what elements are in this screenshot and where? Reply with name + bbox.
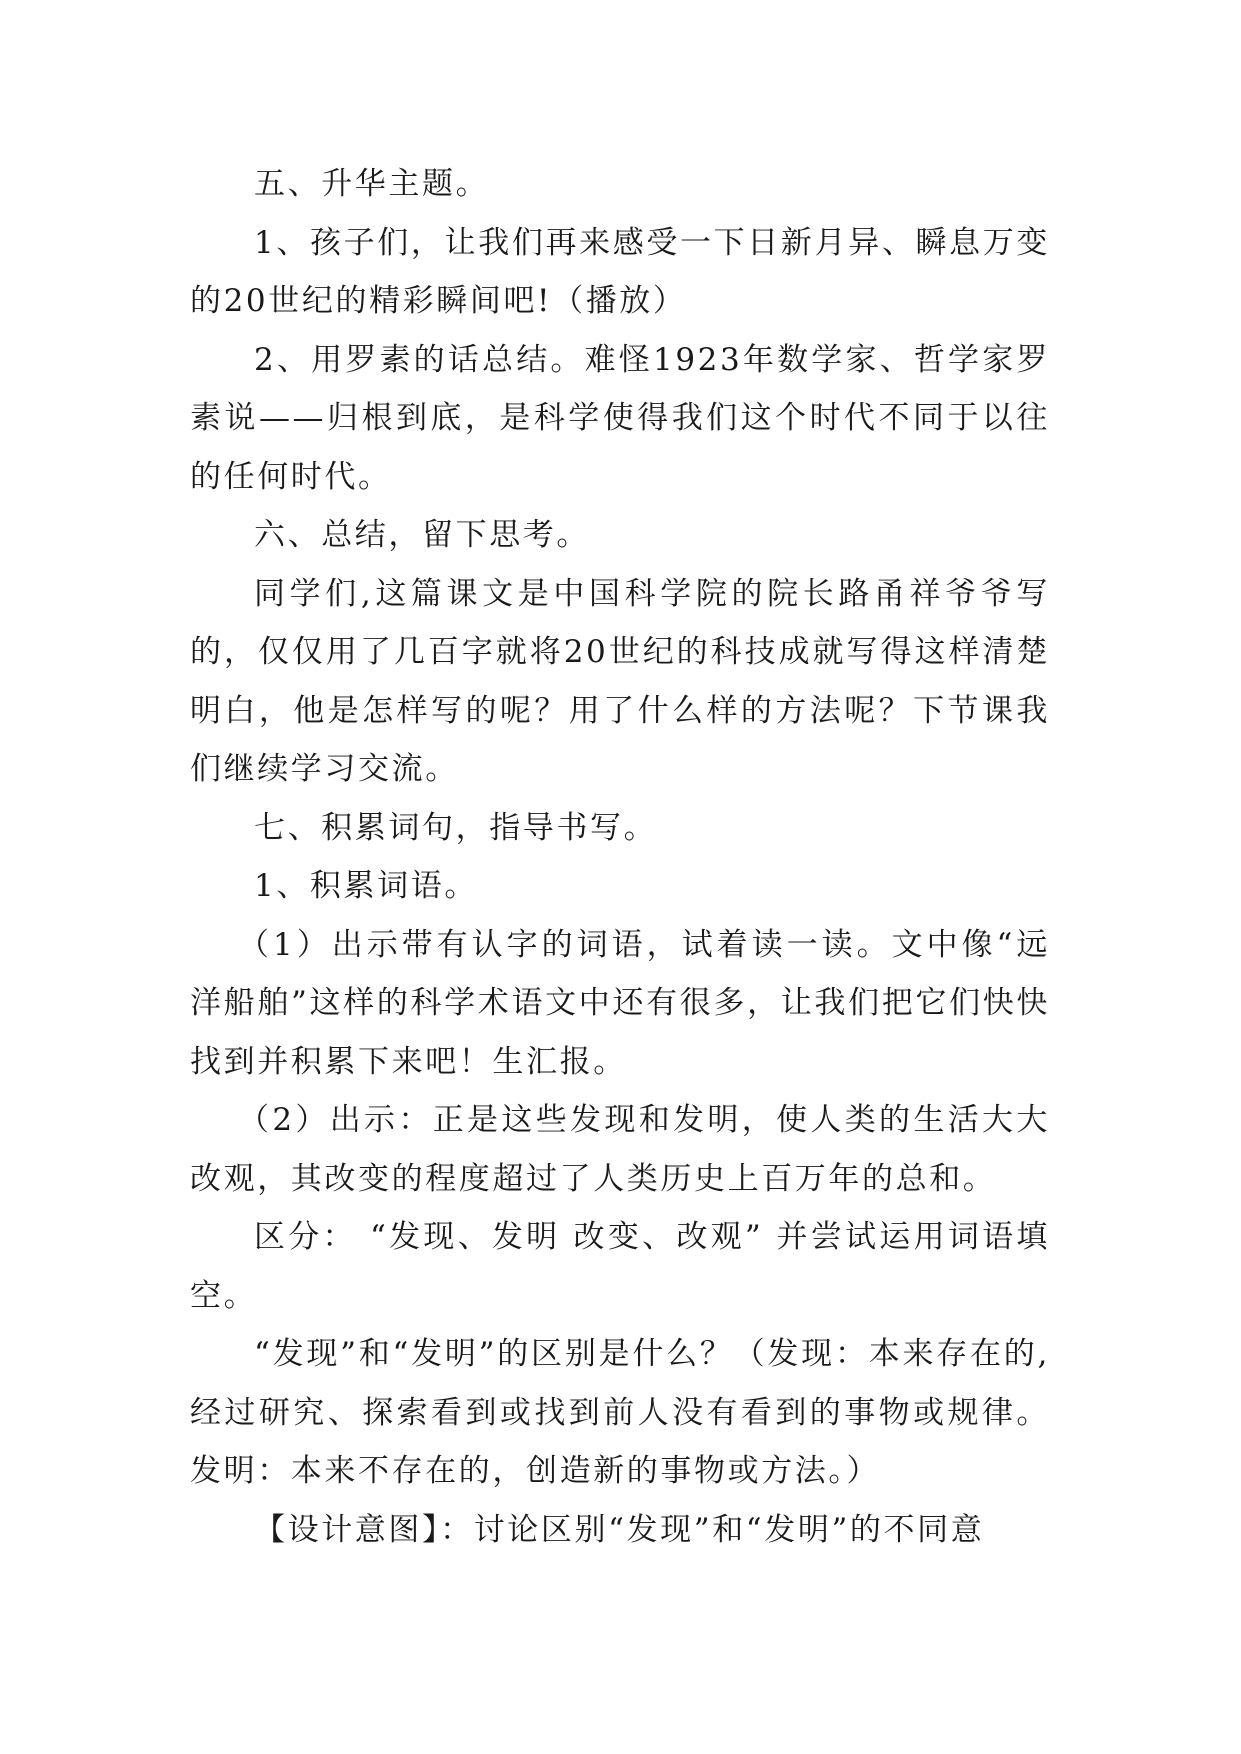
paragraph-vocab-heading: 1、积累词语。 [254,868,478,904]
paragraph-vocab-2: （2）出示：正是这些发现和发明，使人类的生活大大改观，其改变的程度超过了人类历史上百万年的总和。 [190,1102,1050,1197]
document-body [190,155,1050,1559]
paragraph-vocab-1: （1）出示带有认字的词语，试着读一读。文中像“远洋船舶”这样的科学术语文中还有很多，让我们把它们快快找到并积累下来吧！生汇报。 [190,926,1050,1080]
paragraph-design-intent: 【设计意图】：讨论区别“发现”和“发明”的不同意 [254,1511,985,1548]
paragraph-summary: 同学们,这篇课文是中国科学院的院长路甬祥爷爷写的，仅仅用了几百字就将20世纪的科技成就写得这样清楚明白，他是怎样写的呢？用了什么样的方法呢？下节课我们继续学习交流。 [190,575,1050,787]
paragraph-item-1: 1、孩子们，让我们再来感受一下日新月异、瞬息万变的20世纪的精彩瞬间吧!（播放） [190,224,1050,319]
paragraph-item-2: 2、用罗素的话总结。难怪1923年数学家、哲学家罗素说——归根到底，是科学使得我们这个时代不同于以往的任何时代。 [190,341,1050,495]
paragraph-difference: “发现”和“发明”的区别是什么？（发现：本来存在的,经过研究、探索看到或找到前人没有看到的事物或规律。发明：本来不存在的，创造新的事物或方法。） [190,1336,1050,1489]
section-heading-6: 六、总结，留下思考。 [254,517,590,553]
paragraph-distinguish: 区分： “发现、发明 改变、改观” 并尝试运用词语填空。 [190,1219,1050,1314]
section-heading-7: 七、积累词句，指导书写。 [254,809,658,846]
section-heading-5: 五、升华主题。 [254,166,490,202]
